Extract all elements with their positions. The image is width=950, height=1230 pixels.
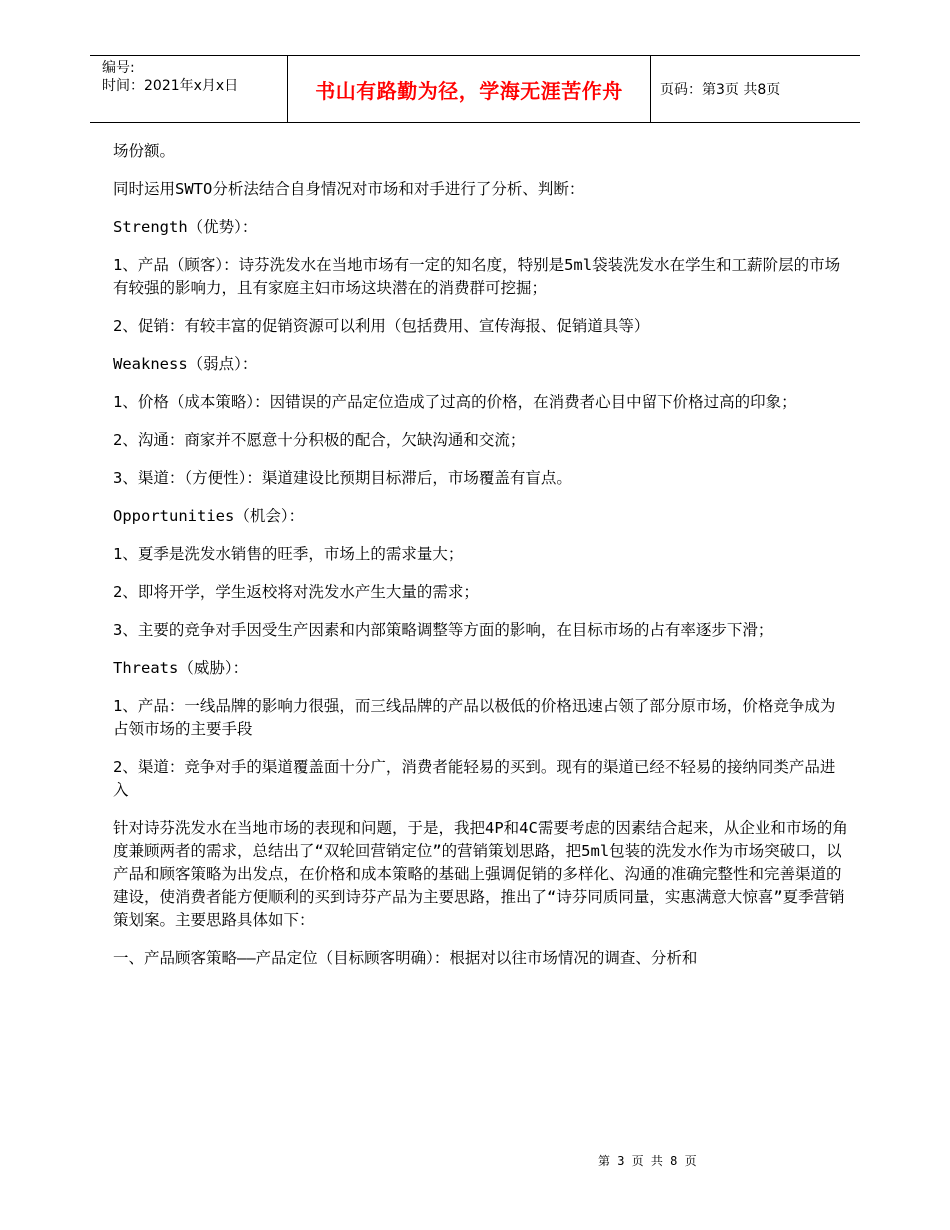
section-heading-weakness: Weakness（弱点）： [113,355,258,373]
paragraph: 同时运用SWTO分析法结合自身情况对市场和对手进行了分析、判断： [113,180,585,198]
paragraph: 2、渠道：竞争对手的渠道覆盖面十分广，消费者能轻易的买到。现有的渠道已经不轻易的接纳同类产品进入 [113,758,836,799]
document-body [113,140,848,985]
paragraph: 2、即将开学，学生返校将对洗发水产生大量的需求； [113,583,479,601]
paragraph: 1、夏季是洗发水销售的旺季，市场上的需求量大； [113,545,464,563]
header-meta [102,59,238,95]
paragraph: 3、渠道：（方便性）：渠道建设比预期目标滞后，市场覆盖有盲点。 [113,469,572,487]
paragraph: 1、产品：一线品牌的影响力很强，而三线品牌的产品以极低的价格迅速占领了部分原市场，价格竞争成为占领市场的主要手段 [113,697,836,738]
page-header [90,55,860,123]
paragraph: 针对诗芬洗发水在当地市场的表现和问题，于是，我把4P和4C需要考虑的因素结合起来，从企业和市场的角度兼顾两者的需求，总结出了“双轮回营销定位”的营销策划思路，把5ml包装的洗发水作为市场突破口，以产品和顾客策略为出发点，在价格和成本策略的基础上强调促销的多样化、沟通的准确完整性和完善渠道的建设，使消费者能方便顺利的买到诗芬产品为主要思路，推出了“诗芬同质同量，实惠满意大惊喜”夏季营销策划案。主要思路具体如下： [113,819,848,929]
paragraph: 1、价格（成本策略）：因错误的产品定位造成了过高的价格，在消费者心目中留下价格过高的印象； [113,393,797,411]
paragraph: 一、产品顾客策略——产品定位（目标顾客明确）：根据对以往市场情况的调查、分析和 [113,949,698,967]
section-heading-opportunities: Opportunities（机会）： [113,507,305,525]
document-time-label: 时间：2021年x月x日 [102,78,239,94]
paragraph: 2、促销：有较丰富的促销资源可以利用（包括费用、宣传海报、促销道具等） [113,317,650,335]
page-footer: 第 3 页 共 8 页 [598,1154,697,1168]
paragraph: 场份额。 [113,142,176,160]
paragraph: 1、产品（顾客）：诗芬洗发水在当地市场有一定的知名度，特别是5ml袋装洗发水在学生和工薪阶层的市场有较强的影响力，且有家庭主妇市场这块潜在的消费群可挖掘； [113,256,841,297]
section-heading-threats: Threats（威胁）： [113,659,249,677]
header-motto: 书山有路勤为径，学海无涯苦作舟 [287,56,651,122]
document-number-label: 编号: [102,60,135,76]
paragraph: 3、主要的竞争对手因受生产因素和内部策略调整等方面的影响，在目标市场的占有率逐步下滑； [113,621,774,639]
paragraph: 2、沟通：商家并不愿意十分积极的配合，欠缺沟通和交流； [113,431,526,449]
header-page-info: 页码：第3页 共8页 [660,82,781,98]
section-heading-strength: Strength（优势）： [113,218,258,236]
